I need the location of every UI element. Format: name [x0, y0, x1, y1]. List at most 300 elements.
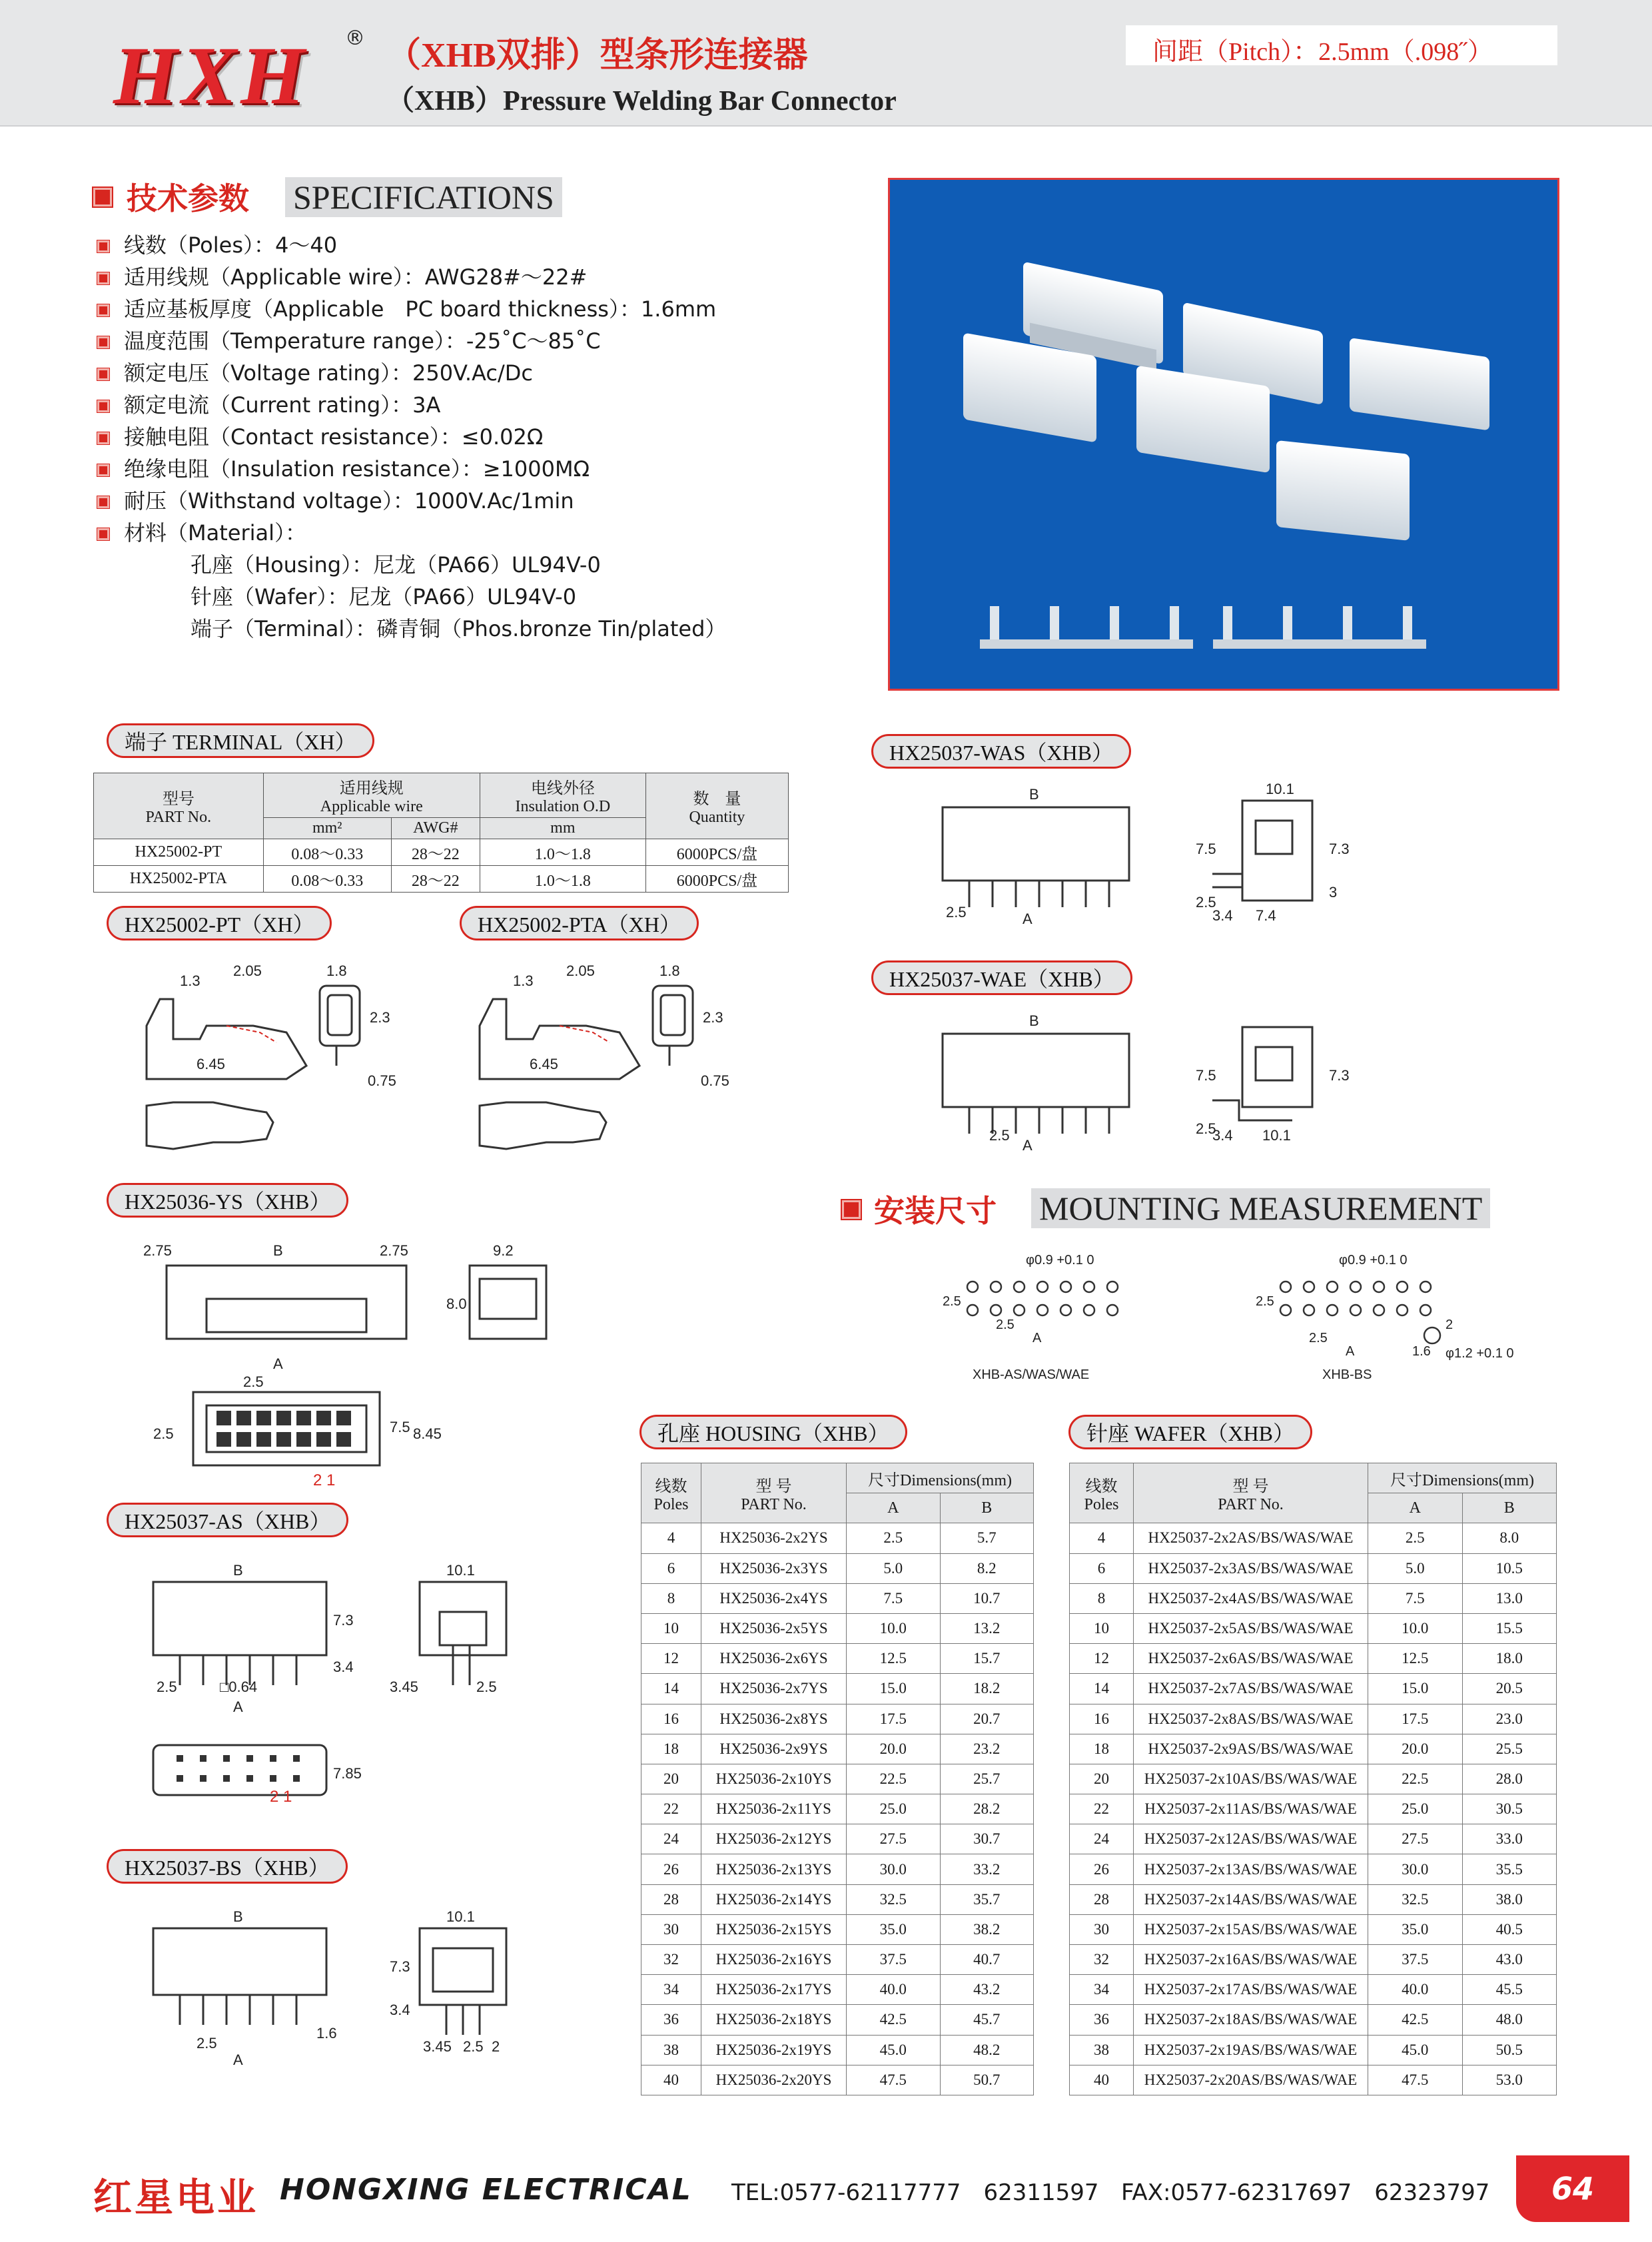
th-a: A	[847, 1493, 941, 1523]
cell-poles: 32	[641, 1945, 701, 1975]
dim-b: B	[233, 1908, 243, 1925]
bullet-icon	[97, 464, 109, 476]
dim-2-5: 2.5	[1196, 1120, 1216, 1137]
cell-part: HX25037-2x10AS/BS/WAS/WAE	[1134, 1764, 1368, 1794]
dim-2-5: 2.5	[1309, 1331, 1328, 1345]
cell-part: HX25037-2x8AS/BS/WAS/WAE	[1134, 1704, 1368, 1734]
cell-poles: 18	[1070, 1734, 1134, 1764]
cell-b: 50.7	[940, 2065, 1034, 2095]
cell-part: HX25036-2x11YS	[701, 1794, 847, 1824]
bullet-icon	[97, 272, 109, 284]
cell-b: 50.5	[1462, 2035, 1557, 2065]
wae-label: HX25037-WAE（XHB）	[871, 960, 1132, 995]
cell-a: 12.5	[1368, 1644, 1463, 1674]
cell-b: 38.0	[1462, 1884, 1557, 1914]
table-row	[1070, 1553, 1557, 1583]
dim-8-0: 8.0	[446, 1296, 467, 1312]
th-part: 型号 PART No.	[94, 773, 264, 839]
registered-mark: ®	[345, 27, 365, 50]
cell-poles: 10	[641, 1613, 701, 1643]
cell-poles: 18	[641, 1734, 701, 1764]
spec-item: 适应基板厚度（Applicable PC board thickness）：1.6mm	[97, 293, 726, 325]
cell-b: 28.2	[940, 1794, 1034, 1824]
cell-a: 12.5	[847, 1644, 941, 1674]
cell-a: 15.0	[847, 1674, 941, 1704]
cell-a: 22.5	[1368, 1764, 1463, 1794]
cell-a: 5.0	[1368, 1553, 1463, 1583]
dim-10-1: 10.1	[446, 1562, 475, 1579]
dim-7-5: 7.5	[390, 1419, 410, 1435]
dim-2-5: 2.5	[946, 904, 967, 921]
cell-part: HX25036-2x16YS	[701, 1945, 847, 1975]
dim-7-3: 7.3	[333, 1612, 354, 1629]
cell-poles: 26	[1070, 1854, 1134, 1884]
dim-1-8: 1.8	[659, 962, 680, 979]
cell-b: 18.2	[940, 1674, 1034, 1704]
cell-a: 32.5	[1368, 1884, 1463, 1914]
was-label: HX25037-WAS（XHB）	[871, 734, 1131, 769]
th-part: 型 号 PART No.	[1134, 1463, 1368, 1523]
cell-poles: 6	[1070, 1553, 1134, 1583]
cell-poles: 14	[641, 1674, 701, 1704]
dim-7-3: 7.3	[1329, 1067, 1350, 1084]
cell-a: 7.5	[847, 1583, 941, 1613]
connector-photo-6	[1276, 440, 1410, 541]
pitch-badge: 间距（Pitch）：2.5mm（.098˝）	[1126, 25, 1557, 65]
cell-b: 30.5	[1462, 1794, 1557, 1824]
cell-poles: 4	[1070, 1523, 1134, 1553]
table-row	[641, 1583, 1034, 1613]
table-row	[1070, 1583, 1557, 1613]
dim-10-1: 10.1	[446, 1908, 475, 1925]
cell-a: 37.5	[847, 1945, 941, 1975]
dim-9-2: 9.2	[493, 1242, 514, 1259]
cell-b: 15.7	[940, 1644, 1034, 1674]
cell-part: HX25036-2x5YS	[701, 1613, 847, 1643]
cell-poles: 36	[1070, 2005, 1134, 2035]
table-row	[641, 1553, 1034, 1583]
pt-terminal-drawing	[133, 959, 413, 1179]
cell-a: 47.5	[1368, 2065, 1463, 2095]
spec-item: 接触电阻（Contact resistance）：≤0.02Ω	[97, 421, 726, 453]
bullet-icon	[97, 368, 109, 380]
spec-item: 额定电压（Voltage rating）：250V.Ac/Dc	[97, 357, 726, 389]
dim-3-4: 3.4	[1212, 1127, 1233, 1144]
bullet-icon	[97, 400, 109, 412]
ys-label: HX25036-YS（XHB）	[107, 1183, 348, 1218]
cell-part: HX25036-2x14YS	[701, 1884, 847, 1914]
cell-part: HX25037-2x18AS/BS/WAS/WAE	[1134, 2005, 1368, 2035]
cell-b: 15.5	[1462, 1613, 1557, 1643]
dim-2-5: 2.5	[989, 1127, 1010, 1144]
cell-a: 17.5	[847, 1704, 941, 1734]
table-row: HX25002-PTA 0.08～0.33 28～22 1.0～1.8 6000PCS/盘	[94, 866, 789, 893]
dim-1-3: 1.3	[180, 972, 201, 989]
dim-3-4: 3.4	[390, 2002, 410, 2018]
housing-body	[641, 1523, 1034, 2095]
dim-3-4: 3.4	[1212, 907, 1233, 924]
dim-7-5: 7.5	[1196, 1067, 1216, 1084]
cell-part: HX25036-2x3YS	[701, 1553, 847, 1583]
table-row	[1070, 2005, 1557, 2035]
housing-table	[641, 1463, 1034, 2095]
th-dims: 尺寸Dimensions(mm)	[1368, 1463, 1557, 1493]
th-a: A	[1368, 1493, 1463, 1523]
cell-a: 45.0	[847, 2035, 941, 2065]
cell-b: 13.0	[1462, 1583, 1557, 1613]
cell-part: HX25036-2x12YS	[701, 1824, 847, 1854]
cell-b: 43.0	[1462, 1945, 1557, 1975]
cell-b: 38.2	[940, 1914, 1034, 1944]
spec-item: 温度范围（Temperature range）：-25˚C～85˚C	[97, 325, 726, 357]
cell-poles: 4	[641, 1523, 701, 1553]
dim-2-75: 2.75	[380, 1242, 408, 1259]
cell-poles: 26	[641, 1854, 701, 1884]
table-row	[1070, 1945, 1557, 1975]
cell-part: HX25037-2x2AS/BS/WAS/WAE	[1134, 1523, 1368, 1553]
table-row	[1070, 1975, 1557, 2005]
cell-a: 20.0	[1368, 1734, 1463, 1764]
dim-8-45: 8.45	[413, 1425, 442, 1442]
cell-poles: 6	[641, 1553, 701, 1583]
cell-part: HX25037-2x12AS/BS/WAS/WAE	[1134, 1824, 1368, 1854]
cell-b: 8.2	[940, 1553, 1034, 1583]
cell-b: 28.0	[1462, 1764, 1557, 1794]
specs-heading-cn: 技术参数	[127, 181, 249, 216]
cell-part: HX25037-2x13AS/BS/WAS/WAE	[1134, 1854, 1368, 1884]
bullet-icon	[97, 432, 109, 444]
dim-0-75: 0.75	[701, 1072, 729, 1089]
dim-7-3: 7.3	[390, 1958, 410, 1975]
dim-3-45: 3.45	[423, 2038, 452, 2055]
cell-a: 35.0	[847, 1914, 941, 1944]
cell-part: HX25037-2x4AS/BS/WAS/WAE	[1134, 1583, 1368, 1613]
bullet-icon	[97, 336, 109, 348]
cell-poles: 10	[1070, 1613, 1134, 1643]
page-number: 64	[1516, 2155, 1629, 2222]
cell-b: 23.2	[940, 1734, 1034, 1764]
dim-7-5: 7.5	[1196, 841, 1216, 857]
cell-poles: 8	[1070, 1583, 1134, 1613]
cell-a: 10.0	[1368, 1613, 1463, 1643]
cell-b: 33.2	[940, 1854, 1034, 1884]
dim-2-3: 2.3	[703, 1009, 723, 1026]
footer-fax: FAX:0577-62317697 62323797	[1121, 2179, 1490, 2206]
dim-1-3: 1.3	[513, 972, 534, 989]
cell-part: HX25037-2x19AS/BS/WAS/WAE	[1134, 2035, 1368, 2065]
spec-item: 适用线规（Applicable wire）：AWG28#～22#	[97, 261, 726, 293]
th-awg: AWG#	[391, 818, 480, 839]
table-row	[641, 2005, 1034, 2035]
cell-part: HX25037-2x17AS/BS/WAS/WAE	[1134, 1975, 1368, 2005]
dim-2-5: 2.5	[476, 1679, 497, 1695]
cell-a: 2.5	[847, 1523, 941, 1553]
cell-b: 33.0	[1462, 1824, 1557, 1854]
cell-part: HX25036-2x17YS	[701, 1975, 847, 2005]
table-row	[641, 1854, 1034, 1884]
table-row	[641, 1704, 1034, 1734]
cell-b: 20.7	[940, 1704, 1034, 1734]
spec-list	[97, 229, 726, 645]
ys-housing-drawing	[133, 1239, 573, 1492]
mounting-heading-en: MOUNTING MEASUREMENT	[1031, 1188, 1490, 1228]
cell-part: HX25036-2x2YS	[701, 1523, 847, 1553]
th-mm: mm	[480, 818, 645, 839]
cell-part: HX25037-2x7AS/BS/WAS/WAE	[1134, 1674, 1368, 1704]
table-row	[641, 2035, 1034, 2065]
dim-b: B	[233, 1562, 243, 1579]
hole-diameter-label: φ0.9 +0.1 0	[1339, 1253, 1408, 1268]
wae-wafer-drawing	[919, 1007, 1386, 1160]
table-row	[641, 1613, 1034, 1643]
cell-part: HX25036-2x15YS	[701, 1914, 847, 1944]
mounting-hole-diagrams	[933, 1246, 1532, 1392]
dim-2-5: 2.5	[943, 1294, 961, 1309]
cell-part: HX25036-2x18YS	[701, 2005, 847, 2035]
th-b: B	[1462, 1493, 1557, 1523]
footer-company-en: HONGXING ELECTRICAL	[280, 2173, 692, 2207]
terminal-strip-2	[1213, 606, 1426, 649]
dim-2-5: 2.5	[996, 1317, 1015, 1332]
table-row	[641, 1884, 1034, 1914]
cell-a: 15.0	[1368, 1674, 1463, 1704]
dim-1-6: 1.6	[1412, 1344, 1431, 1359]
cell-a: 22.5	[847, 1764, 941, 1794]
dim-2-5: 2.5	[197, 2035, 217, 2052]
cell-a: 10.0	[847, 1613, 941, 1643]
th-mm2: mm²	[263, 818, 391, 839]
table-row	[641, 1945, 1034, 1975]
cell-poles: 12	[1070, 1644, 1134, 1674]
cell-b: 10.7	[940, 1583, 1034, 1613]
spec-item: 材料（Material）：	[97, 517, 726, 549]
connector-photo-illustration	[890, 180, 1557, 689]
cell-b: 53.0	[1462, 2065, 1557, 2095]
pta-label: HX25002-PTA（XH）	[460, 906, 699, 940]
table-row	[1070, 1674, 1557, 1704]
table-row	[1070, 1794, 1557, 1824]
material-item: 端子（Terminal）：磷青铜（Phos.bronze Tin/plated）	[191, 616, 727, 641]
cell-part: HX25036-2x7YS	[701, 1674, 847, 1704]
cell-a: 17.5	[1368, 1704, 1463, 1734]
cell-a: 30.0	[847, 1854, 941, 1884]
cell-part: HX25037-2x16AS/BS/WAS/WAE	[1134, 1945, 1368, 1975]
wafer-table	[1069, 1463, 1557, 2095]
cell-a: 37.5	[1368, 1945, 1463, 1975]
cell-a: 30.0	[1368, 1854, 1463, 1884]
material-item: 孔座（Housing）：尼龙（PA66）UL94V-0	[191, 552, 601, 577]
mounting-heading-cn: 安装尺寸	[874, 1193, 997, 1229]
table-row	[1070, 1884, 1557, 1914]
th-b: B	[940, 1493, 1034, 1523]
cell-b: 40.5	[1462, 1914, 1557, 1944]
cell-b: 5.7	[940, 1523, 1034, 1553]
table-row	[1070, 1523, 1557, 1553]
pt-label: HX25002-PT（XH）	[107, 906, 332, 940]
terminal-table	[93, 773, 789, 893]
cell-poles: 30	[641, 1914, 701, 1944]
cell-poles: 20	[641, 1764, 701, 1794]
cell-a: 25.0	[847, 1794, 941, 1824]
hole-diameter-label: φ0.9 +0.1 0	[1026, 1253, 1094, 1268]
cell-a: 2.5	[1368, 1523, 1463, 1553]
dim-2: 2	[1446, 1317, 1453, 1332]
table-row	[641, 1734, 1034, 1764]
dim-7-3: 7.3	[1329, 841, 1350, 857]
cell-b: 20.5	[1462, 1674, 1557, 1704]
table-row	[1070, 1613, 1557, 1643]
as-label: HX25037-AS（XHB）	[107, 1503, 348, 1537]
dim-a: A	[1023, 1137, 1032, 1154]
spec-item: 绝缘电阻（Insulation resistance）：≥1000MΩ	[97, 453, 726, 485]
dim-a: A	[273, 1355, 283, 1372]
table-row	[641, 1914, 1034, 1944]
cell-part: HX25036-2x8YS	[701, 1704, 847, 1734]
dim-2-5: 2.5	[157, 1679, 177, 1695]
cell-poles: 40	[1070, 2065, 1134, 2095]
page-title-cn: （XHB双排）型条形连接器	[386, 37, 808, 75]
cell-part: HX25037-2x15AS/BS/WAS/WAE	[1134, 1914, 1368, 1944]
cell-part: HX25037-2x14AS/BS/WAS/WAE	[1134, 1884, 1368, 1914]
cell-part: HX25037-2x3AS/BS/WAS/WAE	[1134, 1553, 1368, 1583]
dim-b: B	[1029, 1012, 1039, 1029]
table-row	[641, 2065, 1034, 2095]
cell-poles: 22	[641, 1794, 701, 1824]
bs-label: HX25037-BS（XHB）	[107, 1849, 348, 1884]
cell-poles: 8	[641, 1583, 701, 1613]
cell-part: HX25037-2x9AS/BS/WAS/WAE	[1134, 1734, 1368, 1764]
pta-terminal-drawing	[466, 959, 746, 1179]
dim-6-45: 6.45	[530, 1056, 558, 1072]
cell-poles: 32	[1070, 1945, 1134, 1975]
th-poles: 线数 Poles	[1070, 1463, 1134, 1523]
cell-poles: 36	[641, 2005, 701, 2035]
table-row	[641, 1794, 1034, 1824]
cell-part: HX25036-2x4YS	[701, 1583, 847, 1613]
specs-heading-en: SPECIFICATIONS	[285, 177, 562, 217]
cell-part: HX25036-2x6YS	[701, 1644, 847, 1674]
cell-a: 42.5	[847, 2005, 941, 2035]
wafer-label: 针座 WAFER（XHB）	[1068, 1415, 1312, 1449]
housing-label: 孔座 HOUSING（XHB）	[639, 1415, 907, 1449]
cell-part: HX25037-2x20AS/BS/WAS/WAE	[1134, 2065, 1368, 2095]
bullet-icon	[97, 304, 109, 316]
cell-poles: 14	[1070, 1674, 1134, 1704]
dim-a: A	[1346, 1344, 1355, 1359]
dim-10-1: 10.1	[1266, 781, 1294, 797]
table-row	[1070, 1824, 1557, 1854]
cell-poles: 30	[1070, 1914, 1134, 1944]
cell-poles: 28	[641, 1884, 701, 1914]
dim-2-3: 2.3	[370, 1009, 390, 1026]
cell-b: 13.2	[940, 1613, 1034, 1643]
cell-poles: 20	[1070, 1764, 1134, 1794]
cell-a: 40.0	[1368, 1975, 1463, 2005]
cell-part: HX25036-2x10YS	[701, 1764, 847, 1794]
pin-numbers: 2 1	[313, 1471, 336, 1489]
th-poles: 线数 Poles	[641, 1463, 701, 1523]
dim-0-75: 0.75	[368, 1072, 396, 1089]
cell-a: 27.5	[1368, 1824, 1463, 1854]
table-row: HX25002-PT 0.08～0.33 28～22 1.0～1.8 6000PCS/盘	[94, 839, 789, 866]
cell-a: 35.0	[1368, 1914, 1463, 1944]
dim-7-85: 7.85	[333, 1765, 362, 1782]
was-wafer-drawing	[919, 781, 1386, 934]
th-wire: 适用线规 Applicable wire	[263, 773, 480, 818]
hole-diameter-label-2: φ1.2 +0.1 0	[1446, 1346, 1514, 1361]
cell-b: 10.5	[1462, 1553, 1557, 1583]
cell-part: HX25037-2x5AS/BS/WAS/WAE	[1134, 1613, 1368, 1643]
dim-7-4: 7.4	[1256, 907, 1276, 924]
bullet-icon	[97, 496, 109, 508]
page-title-en: （XHB）Pressure Welding Bar Connector	[386, 86, 897, 117]
dim-10-1: 10.1	[1262, 1127, 1291, 1144]
table-row	[1070, 1704, 1557, 1734]
table-row	[1070, 1644, 1557, 1674]
dim-0-64: □0.64	[220, 1679, 258, 1695]
cell-a: 42.5	[1368, 2005, 1463, 2035]
cell-b: 35.5	[1462, 1854, 1557, 1884]
table-row	[1070, 1914, 1557, 1944]
dim-a: A	[1032, 1331, 1042, 1345]
table-row	[641, 1644, 1034, 1674]
dim-2-5: 2.5	[463, 2038, 484, 2055]
th-part: 型 号 PART No.	[701, 1463, 847, 1523]
cell-a: 25.0	[1368, 1794, 1463, 1824]
dim-2-5: 2.5	[1256, 1294, 1274, 1309]
dim-b: B	[1029, 786, 1039, 803]
cell-poles: 16	[641, 1704, 701, 1734]
footer-tel: TEL:0577-62117777 62311597	[731, 2179, 1099, 2206]
product-photo	[888, 178, 1559, 691]
table-row	[641, 1674, 1034, 1704]
cell-poles: 24	[641, 1824, 701, 1854]
dim-2: 2	[492, 2038, 500, 2055]
th-qty: 数 量 Quantity	[645, 773, 788, 839]
section-bullet-icon	[93, 188, 112, 206]
dim-a: A	[233, 2052, 243, 2068]
dim-2-5: 2.5	[1196, 894, 1216, 911]
connector-photo-4	[1350, 338, 1489, 431]
dim-2-75: 2.75	[143, 1242, 172, 1259]
cell-part: HX25036-2x20YS	[701, 2065, 847, 2095]
table-row	[1070, 1734, 1557, 1764]
cell-part: HX25037-2x11AS/BS/WAS/WAE	[1134, 1794, 1368, 1824]
cell-b: 45.7	[940, 2005, 1034, 2035]
pin-numbers: 2 1	[270, 1788, 292, 1805]
table-row	[1070, 1764, 1557, 1794]
cell-a: 27.5	[847, 1824, 941, 1854]
section-bullet-icon	[842, 1200, 861, 1219]
dim-3-45: 3.45	[390, 1679, 418, 1695]
spec-item: 额定电流（Current rating）：3A	[97, 389, 726, 421]
th-dims: 尺寸Dimensions(mm)	[847, 1463, 1034, 1493]
spec-item: 线数（Poles）：4～40	[97, 229, 726, 261]
cell-poles: 34	[1070, 1975, 1134, 2005]
dim-3: 3	[1329, 884, 1338, 901]
table-row	[1070, 2065, 1557, 2095]
wafer-body	[1070, 1523, 1557, 2095]
cell-b: 40.7	[940, 1945, 1034, 1975]
bullet-icon	[97, 528, 109, 540]
cell-part: HX25036-2x19YS	[701, 2035, 847, 2065]
table-row	[1070, 1854, 1557, 1884]
cell-poles: 34	[641, 1975, 701, 2005]
table-row	[641, 1764, 1034, 1794]
cell-part: HX25036-2x9YS	[701, 1734, 847, 1764]
cell-poles: 16	[1070, 1704, 1134, 1734]
cell-b: 23.0	[1462, 1704, 1557, 1734]
